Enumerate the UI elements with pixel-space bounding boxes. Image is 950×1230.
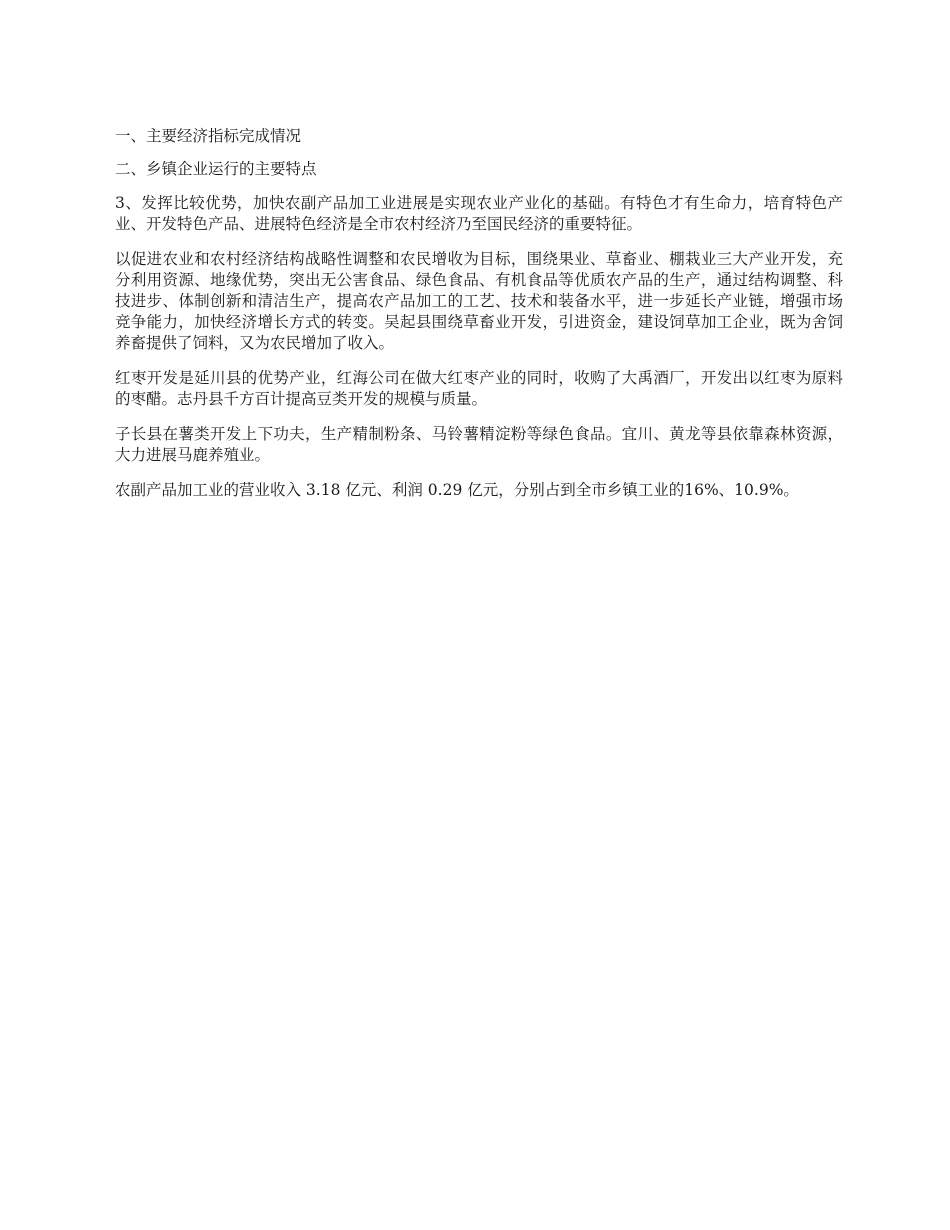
paragraph-2: 以促进农业和农村经济结构战略性调整和农民增收为目标，围绕果业、草畜业、棚栽业三大产业开发，充分利用资源、地缘优势，突出无公害食品、绿色食品、有机食品等优质农产品的生产，通过结构调整、科技进步、体制创新和清洁生产，提高农产品加工的工艺、技术和装备水平，进一步延长产业链，增强市场竞争能力，加快经济增长方式的转变。吴起县围绕草畜业开发，引进资金，建设饲草加工企业，既为舍饲养畜提供了饲料，又为农民增加了收入。	[115, 250, 843, 352]
section-heading-1: 一、主要经济指标完成情况	[115, 127, 302, 145]
paragraph-5: 农副产品加工业的营业收入 3.18 亿元、利润 0.29 亿元，分别占到全市乡镇工业的16%、10.9%。	[115, 481, 799, 499]
document-page	[115, 126, 843, 515]
paragraph-4: 子长县在薯类开发上下功夫，生产精制粉条、马铃薯精淀粉等绿色食品。宜川、黄龙等县依靠森林资源，大力进展马鹿养殖业。	[115, 425, 843, 464]
paragraph-1: 3、发挥比较优势，加快农副产品加工业进展是实现农业产业化的基础。有特色才有生命力，培育特色产业、开发特色产品、进展特色经济是全市农村经济乃至国民经济的重要特征。	[115, 194, 843, 233]
paragraph-3: 红枣开发是延川县的优势产业，红海公司在做大红枣产业的同时，收购了大禹酒厂，开发出以红枣为原料的枣醋。志丹县千方百计提高豆类开发的规模与质量。	[115, 369, 843, 408]
section-heading-2: 二、乡镇企业运行的主要特点	[115, 160, 317, 178]
